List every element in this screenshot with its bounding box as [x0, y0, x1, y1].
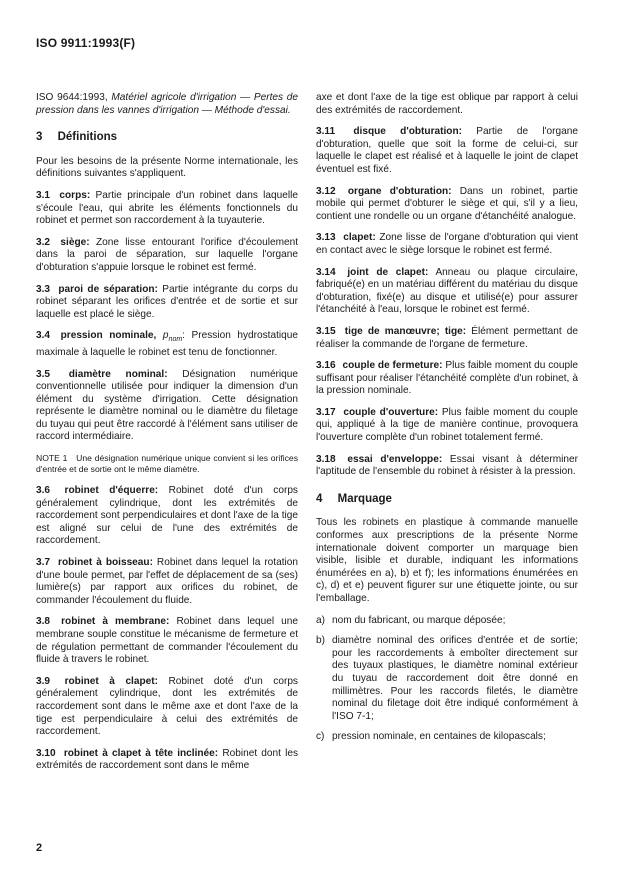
definition-text: Partie principale d'un robinet dans laquelle s'écoule l'eau, qui abrite les éléments fonctionnels du robinet et permet son raccordement à la tuyauterie.	[36, 189, 298, 227]
definition-3-14	[316, 267, 578, 317]
definition-term: paroi de séparation:	[58, 283, 158, 295]
section-heading-3	[36, 131, 298, 144]
definition-number: 3.2	[36, 236, 51, 248]
definition-number: 3.13	[316, 232, 336, 244]
definition-number: 3.5	[36, 368, 51, 380]
standard-header: ISO 9911:1993(F)	[36, 36, 136, 50]
definition-text: Partie intégrante du corps du robinet séparant les orifices d'entrée et de sortie et sur laquelle est placé le siège.	[36, 283, 298, 320]
definition-3-1	[36, 190, 298, 228]
definition-text: Robinet dans lequel la rotation d'une boule permet, par l'effet de déplacement de sa (ses) lumière(s) par rapport aux orifices du robinet, de commander l'écoulement du fluide.	[36, 557, 298, 606]
list-item-b	[316, 635, 578, 723]
definition-number: 3.12	[316, 185, 336, 197]
definition-number: 3.11	[316, 126, 336, 138]
definition-text: Plus faible moment du couple qui, appliqué à la tige de manière continue, provoquera l'ouverture complète d'un robinet totalement fermé.	[316, 406, 578, 444]
list-item-a	[316, 615, 578, 628]
page-number: 2	[36, 842, 43, 854]
definition-number: 3.10	[36, 747, 56, 759]
definition-term: pression nominale,	[60, 330, 157, 342]
definition-number: 3.3	[36, 283, 51, 295]
definition-number: 3.16	[316, 360, 336, 372]
note-1	[36, 453, 298, 475]
section-title: Définitions	[57, 131, 118, 144]
definition-3-18	[316, 454, 578, 479]
definition-term: couple de fermeture:	[342, 360, 443, 372]
definition-term: corps:	[59, 189, 91, 201]
definition-term: tige de manœuvre; tige:	[344, 325, 467, 337]
definition-text: Partie de l'organe d'obturation, quelle que soit la forme de celui-ci, sur laquelle le clapet est réalisé et à laquelle le joint de clapet éventuel est fixé.	[316, 126, 578, 175]
list-text: pression nominale, en centaines de kilopascals;	[332, 731, 546, 743]
definition-number: 3.6	[36, 485, 51, 497]
list-letter: a)	[316, 614, 325, 626]
definition-number: 3.1	[36, 189, 51, 201]
definition-term: organe d'obturation:	[347, 185, 452, 197]
section-title: Marquage	[337, 492, 392, 505]
section-intro: Pour les besoins de la présente Norme internationale, les définitions suivantes s'appliquent.	[36, 155, 298, 180]
definition-3-12	[316, 186, 578, 224]
definition-text: Robinet doté d'un corps généralement cylindrique, dont les extrémités de raccordement sont perpendiculaires et dont l'axe de la tige est aligné sur celui de l'une des extrémités de raccordement.	[36, 485, 298, 547]
definition-term: siège:	[60, 236, 90, 248]
definition-text: Élément permettant de réaliser la commande de l'organe de fermeture.	[316, 325, 578, 350]
definition-3-2	[36, 237, 298, 275]
definition-term: clapet:	[343, 232, 376, 244]
reference-number: ISO 9644:1993,	[36, 92, 108, 103]
list-letter: c)	[316, 731, 325, 743]
reference-title: Matériel agricole d'irrigation — Pertes de pression dans les vannes d'irrigation — Méthode d'essai.	[36, 92, 298, 116]
definition-3-4	[36, 330, 298, 359]
continuation-text: axe et dont l'axe de la tige est oblique par rapport à celui des extrémités de raccordement.	[316, 92, 578, 116]
list-letter: b)	[316, 635, 325, 647]
section-number: 4	[316, 492, 323, 505]
definition-number: 3.18	[316, 453, 336, 465]
right-column	[316, 92, 578, 752]
section-number: 3	[36, 131, 43, 144]
definition-term: diamètre nominal:	[68, 368, 168, 380]
definition-text: Essai visant à déterminer l'aptitude de l'ensemble du robinet à résister à la pression.	[316, 453, 578, 478]
definition-term: joint de clapet:	[347, 266, 429, 278]
definition-text: Robinet dont les extrémités de raccordement sont dans le même	[36, 747, 298, 772]
definition-term: robinet à membrane:	[61, 616, 170, 628]
list-item-c	[316, 731, 578, 744]
definition-term: robinet d'équerre:	[64, 485, 159, 497]
definition-text: Anneau ou plaque circulaire, fabriqué(e) en un matériau différent du matériau du disque d'obturation, fixé(e) au disque et utilisé(e) pour assurer l'étanchéité à l'eau, lorsque le robinet est fermé.	[316, 266, 578, 316]
definition-text: Robinet doté d'un corps généralement cylindrique, dont les extrémités de raccordement sont dans le même axe et dont l'axe de la tige est perpendiculaire à celui des extrémités de raccordement.	[36, 675, 298, 738]
pressure-symbol	[162, 330, 183, 344]
definition-term: couple d'ouverture:	[343, 406, 439, 418]
definition-text: Robinet dans lequel une membrane souple constitue le mécanisme de fermeture et de régulation permettant de commander l'écoulement du fluide à travers le robinet.	[36, 616, 299, 666]
section-intro: Tous les robinets en plastique à commande manuelle conformes aux prescriptions de la présente Norme internationale doivent comporter un marquage bien visible, lisible et durable, indiquant les informations énumérées en a), b) et f); les informations énumérées en c), d) et e) peuvent figurer sur une étiquette jointe, ou sur l'emballage.	[316, 517, 578, 604]
definition-3-8	[36, 616, 298, 666]
section-heading-4	[316, 493, 578, 506]
definition-term: robinet à boisseau:	[58, 557, 153, 569]
definition-text: Zone lisse de l'organe d'obturation qui vient en contact avec le siège lorsque le robinet est fermé.	[316, 232, 579, 256]
definition-3-5	[36, 369, 298, 445]
definition-3-17	[316, 407, 578, 445]
definition-term: essai d'enveloppe:	[347, 453, 443, 465]
definition-3-13	[316, 232, 578, 257]
symbol-subscript: nom	[168, 336, 183, 344]
definition-3-3	[36, 284, 298, 322]
note-label: NOTE 1	[36, 453, 68, 464]
note-text: Une désignation numérique unique convient si les orifices d'entrée et de sortie ont le même diamètre.	[36, 453, 298, 475]
definition-term: robinet à clapet à tête inclinée:	[63, 747, 219, 759]
definition-text: Désignation numérique conventionnelle utilisée pour indiquer la dimension d'un élément du système d'irrigation. Cette désignation représente le diamètre nominal ou le diamètre du filetage du tuyau qui peut être raccordé à l'élément sans utiliser de raccord intermédiaire.	[36, 368, 298, 443]
definition-number: 3.4	[36, 330, 51, 342]
definition-number: 3.17	[316, 406, 336, 418]
definition-number: 3.9	[36, 675, 51, 687]
definition-number: 3.15	[316, 325, 336, 337]
list-text: nom du fabricant, ou marque déposée;	[332, 614, 506, 626]
definition-term: disque d'obturation:	[353, 126, 462, 138]
definition-3-9	[36, 676, 298, 739]
definition-3-15	[316, 326, 578, 351]
definition-3-6	[36, 485, 298, 548]
definition-text: Plus faible moment du couple suffisant pour réaliser l'étanchéité complète d'un robinet, à la pression nominale.	[316, 360, 579, 397]
definition-number: 3.14	[316, 266, 336, 278]
definition-text: : Pression hydrostatique maximale à laquelle le robinet est tenu de fonctionner.	[36, 330, 298, 358]
definition-3-11	[316, 126, 578, 176]
symbol-letter: p	[162, 330, 169, 342]
definition-text: Zone lisse entourant l'orifice d'écoulement dans la paroi de séparation, sur laquelle l'organe d'obturation s'appuie lorsque le robinet est fermé.	[36, 236, 299, 273]
definition-3-7	[36, 557, 298, 607]
definition-number: 3.8	[36, 616, 51, 628]
definition-3-10	[36, 748, 298, 773]
list-text: diamètre nominal des orifices d'entrée et de sortie; pour les raccordements à emboîter directement sur des tuyaux plastiques, le diamètre nominal extérieur du tuyau de raccordement doit être donné en millimètres. Pour les raccords filetés, le diamètre nominal du filetage doit être indiqué conformément à l'ISO 7-1;	[332, 635, 578, 722]
definition-number: 3.7	[36, 557, 51, 569]
left-column	[36, 92, 298, 782]
definition-term: robinet à clapet:	[64, 675, 158, 687]
definition-text: Dans un robinet, partie mobile qui permet d'obturer le siège et qui, s'il y a lieu, contient une rondelle ou un organe d'étanchéité analogue.	[316, 185, 579, 222]
definition-3-16	[316, 360, 578, 398]
reference-intro	[36, 92, 298, 117]
